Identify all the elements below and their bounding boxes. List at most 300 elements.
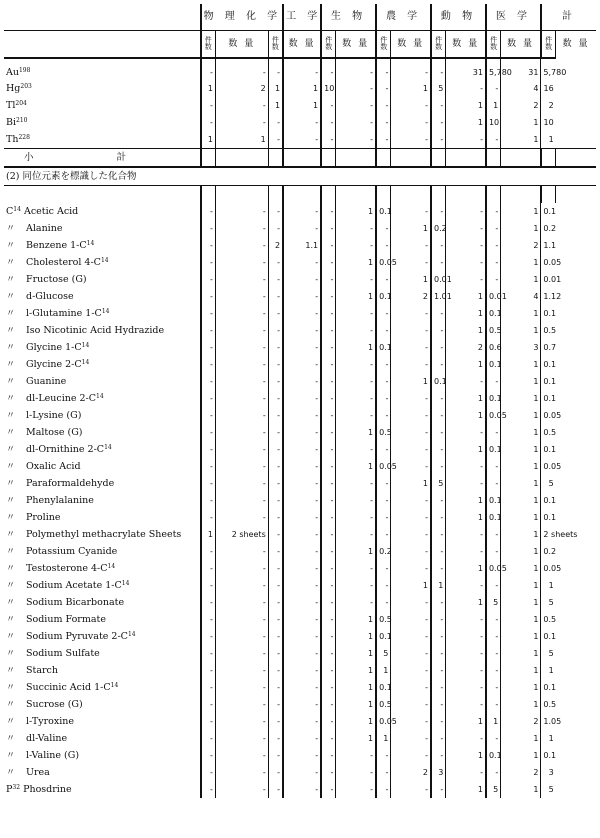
value-cell: -	[336, 80, 376, 97]
value-cell: 1	[201, 80, 216, 97]
subtotal-cell	[501, 149, 541, 168]
value-cell: -	[201, 696, 216, 713]
value-cell: 1	[501, 114, 541, 131]
value-cell: -	[283, 662, 321, 679]
value-cell: -	[336, 764, 376, 781]
value-cell: -	[321, 764, 336, 781]
value-cell: -	[336, 781, 376, 798]
value-cell: -	[431, 322, 446, 339]
subtotal-section	[4, 149, 596, 204]
value-cell: 1	[391, 80, 431, 97]
isotope-row	[4, 58, 596, 80]
value-cell: -	[376, 390, 391, 407]
value-cell: 5	[431, 80, 446, 97]
value-cell: 5	[376, 645, 391, 662]
spacer-cell	[201, 186, 216, 204]
subheader-amount: 数 量	[501, 31, 541, 59]
compound-name	[4, 424, 201, 441]
value-cell: -	[431, 543, 446, 560]
header-total: 計	[541, 4, 596, 31]
value-cell: -	[431, 458, 446, 475]
value-cell: -	[215, 220, 268, 237]
compound-label: Polymethyl methacrylate Sheets	[26, 528, 182, 540]
compound-name	[4, 543, 201, 560]
value-cell: -	[391, 254, 431, 271]
value-cell: -	[268, 543, 283, 560]
value-cell: 5	[541, 781, 556, 798]
value-cell: 1	[501, 645, 541, 662]
subheader-amount: 数 量	[391, 31, 431, 59]
value-cell: -	[391, 594, 431, 611]
value-cell: 10	[541, 114, 556, 131]
value-cell: -	[283, 254, 321, 271]
value-cell: -	[336, 441, 376, 458]
value-cell: 0.01	[431, 271, 446, 288]
value-cell: -	[321, 373, 336, 390]
value-cell: -	[486, 662, 501, 679]
value-cell: -	[391, 526, 431, 543]
value-cell: -	[431, 424, 446, 441]
value-cell: 1	[336, 424, 376, 441]
compound-row	[4, 611, 596, 628]
value-cell: 0.05	[376, 713, 391, 730]
value-cell: -	[201, 203, 216, 220]
value-cell: -	[446, 80, 486, 97]
value-cell: -	[391, 730, 431, 747]
value-cell: -	[201, 339, 216, 356]
value-cell: 1	[391, 475, 431, 492]
value-cell: -	[268, 58, 283, 80]
compound-label: l-Lysine (G)	[26, 409, 82, 421]
compound-label: Sodium Sulfate	[26, 647, 100, 659]
isotope-name	[4, 114, 201, 131]
corner-cell	[4, 4, 201, 31]
value-cell: 1	[446, 492, 486, 509]
value-cell: -	[215, 713, 268, 730]
subheader-amount: 数 量	[283, 31, 321, 59]
compound-row	[4, 679, 596, 696]
compound-row	[4, 339, 596, 356]
value-cell: -	[391, 645, 431, 662]
value-cell: 1	[486, 97, 501, 114]
value-cell: -	[201, 97, 216, 114]
value-cell: -	[391, 713, 431, 730]
value-cell: 1	[201, 131, 216, 149]
compound-label: Guanine	[26, 375, 67, 387]
value-cell: -	[391, 611, 431, 628]
value-cell: -	[486, 131, 501, 149]
value-cell: -	[268, 577, 283, 594]
value-cell: -	[201, 322, 216, 339]
value-cell: -	[486, 271, 501, 288]
value-cell: -	[446, 271, 486, 288]
value-cell: -	[376, 764, 391, 781]
spacer-row	[4, 186, 596, 204]
compound-row	[4, 696, 596, 713]
value-cell: -	[283, 407, 321, 424]
value-cell: -	[201, 441, 216, 458]
value-cell: -	[376, 373, 391, 390]
value-cell: 0.01	[541, 271, 556, 288]
value-cell: -	[376, 492, 391, 509]
subheader-count: 件数	[541, 31, 556, 59]
value-cell: 2	[501, 97, 541, 114]
value-cell: -	[215, 373, 268, 390]
compound-row	[4, 713, 596, 730]
ditto-mark: 〃	[6, 648, 16, 659]
value-cell: -	[446, 628, 486, 645]
compound-row	[4, 356, 596, 373]
value-cell: 1	[501, 131, 541, 149]
compound-label: Potassium Cyanide	[26, 545, 118, 557]
value-cell: -	[215, 58, 268, 80]
value-cell: -	[391, 407, 431, 424]
value-cell: -	[268, 458, 283, 475]
compound-name	[4, 713, 201, 730]
compound-name	[4, 356, 201, 373]
value-cell: -	[268, 747, 283, 764]
compound-row	[4, 764, 596, 781]
value-cell: -	[268, 424, 283, 441]
value-cell: 2	[501, 237, 541, 254]
value-cell: -	[486, 730, 501, 747]
element-prefix: C	[6, 205, 14, 217]
value-cell: 1	[446, 305, 486, 322]
value-cell: -	[376, 475, 391, 492]
compound-name	[4, 645, 201, 662]
header-row-departments	[4, 4, 596, 31]
value-cell: 1	[431, 577, 446, 594]
header-physical-chemistry: 物 理 化 学	[201, 4, 283, 31]
value-cell: 1	[501, 662, 541, 679]
value-cell: 2	[501, 764, 541, 781]
compound-label: Cholesterol 4-C	[26, 256, 101, 268]
value-cell: -	[391, 492, 431, 509]
value-cell: -	[283, 203, 321, 220]
subheader-amount: 数 量	[336, 31, 376, 59]
value-cell: 1	[268, 97, 283, 114]
ditto-mark: 〃	[6, 563, 16, 574]
value-cell: 1	[501, 254, 541, 271]
value-cell: -	[431, 254, 446, 271]
compound-row	[4, 577, 596, 594]
value-cell: 31	[446, 58, 486, 80]
subtotal-cell	[376, 149, 391, 168]
value-cell: -	[376, 441, 391, 458]
value-cell: -	[201, 271, 216, 288]
value-cell: -	[431, 58, 446, 80]
spacer-cell	[4, 186, 201, 204]
value-cell: 5	[541, 475, 556, 492]
value-cell: -	[376, 58, 391, 80]
mass-number: 14	[86, 239, 95, 247]
value-cell: -	[268, 288, 283, 305]
compound-label: l-Glutamine 1-C	[26, 307, 102, 319]
value-cell: -	[376, 131, 391, 149]
value-cell: -	[201, 288, 216, 305]
value-cell: 1	[391, 220, 431, 237]
value-cell: 1	[336, 696, 376, 713]
mass-number: 14	[81, 341, 90, 349]
compound-label: Oxalic Acid	[26, 460, 81, 472]
value-cell: 1	[501, 492, 541, 509]
value-cell: 1	[376, 730, 391, 747]
value-cell: -	[201, 114, 216, 131]
compound-name	[4, 407, 201, 424]
value-cell: 3	[541, 764, 556, 781]
value-cell: 10	[486, 114, 501, 131]
element-prefix-mass: 32	[12, 783, 21, 791]
header-medicine: 医 学	[486, 4, 541, 31]
value-cell: -	[321, 356, 336, 373]
value-cell: -	[268, 560, 283, 577]
value-cell: -	[201, 713, 216, 730]
value-cell: -	[321, 747, 336, 764]
compound-label: Benzene 1-C	[26, 239, 87, 251]
mass-number: 228	[18, 133, 30, 141]
compound-name	[4, 492, 201, 509]
value-cell: -	[215, 594, 268, 611]
value-cell: 1	[501, 577, 541, 594]
isotope-symbol: Au	[6, 66, 19, 78]
value-cell: -	[268, 356, 283, 373]
value-cell: -	[431, 662, 446, 679]
value-cell: -	[376, 781, 391, 798]
compound-row	[4, 305, 596, 322]
value-cell: 1	[501, 424, 541, 441]
spacer-cell	[215, 186, 268, 204]
value-cell: 0.1	[431, 373, 446, 390]
compound-row	[4, 781, 596, 798]
value-cell: -	[336, 509, 376, 526]
value-cell: 1	[501, 356, 541, 373]
compound-name	[4, 526, 201, 543]
value-cell: -	[391, 441, 431, 458]
value-cell: -	[283, 220, 321, 237]
value-cell: -	[268, 526, 283, 543]
value-cell: -	[431, 594, 446, 611]
compound-rows	[4, 203, 596, 798]
subtotal-cell	[336, 149, 376, 168]
value-cell: -	[321, 97, 336, 114]
value-cell: 2	[215, 80, 268, 97]
value-cell: 1	[501, 407, 541, 424]
value-cell: -	[486, 645, 501, 662]
value-cell: -	[376, 747, 391, 764]
compound-name	[4, 203, 201, 220]
value-cell: 1	[336, 288, 376, 305]
value-cell: 1	[376, 662, 391, 679]
value-cell: 1.05	[541, 713, 556, 730]
value-cell: 1	[336, 339, 376, 356]
value-cell: -	[321, 237, 336, 254]
value-cell: -	[376, 114, 391, 131]
spacer-cell	[541, 186, 556, 204]
value-cell: 0.2	[541, 220, 556, 237]
value-cell: -	[431, 390, 446, 407]
value-cell: 5,780	[486, 58, 501, 80]
mass-number: 14	[100, 256, 109, 264]
value-cell: -	[391, 114, 431, 131]
value-cell: -	[283, 475, 321, 492]
ditto-mark: 〃	[6, 478, 16, 489]
value-cell: -	[391, 58, 431, 80]
compound-name	[4, 237, 201, 254]
compound-row	[4, 237, 596, 254]
value-cell: 1	[446, 114, 486, 131]
value-cell: -	[486, 220, 501, 237]
value-cell: -	[431, 131, 446, 149]
value-cell: -	[215, 424, 268, 441]
value-cell: 1	[336, 203, 376, 220]
compound-label: l-Valine (G)	[26, 749, 80, 761]
value-cell: -	[283, 114, 321, 131]
value-cell: 1	[501, 203, 541, 220]
value-cell: -	[268, 407, 283, 424]
ditto-mark: 〃	[6, 699, 16, 710]
compound-label: Phosdrine	[23, 783, 72, 795]
value-cell: -	[321, 628, 336, 645]
value-cell: -	[486, 475, 501, 492]
value-cell: -	[215, 560, 268, 577]
value-cell: -	[268, 131, 283, 149]
compound-name	[4, 696, 201, 713]
spacer-cell	[321, 186, 336, 204]
compound-row	[4, 322, 596, 339]
value-cell: -	[268, 730, 283, 747]
value-cell: -	[431, 730, 446, 747]
value-cell: -	[376, 237, 391, 254]
mass-number: 204	[15, 99, 27, 107]
spacer-cell	[556, 186, 596, 204]
value-cell: -	[215, 764, 268, 781]
compound-label: Sucrose (G)	[26, 698, 83, 710]
isotope-name	[4, 58, 201, 80]
value-cell: -	[431, 305, 446, 322]
value-cell: 2	[541, 97, 556, 114]
ditto-mark: 〃	[6, 614, 16, 625]
value-cell: 1	[336, 458, 376, 475]
value-cell: -	[336, 97, 376, 114]
isotope-row	[4, 114, 596, 131]
value-cell: 0.6	[486, 339, 501, 356]
value-cell: -	[215, 271, 268, 288]
compound-row	[4, 560, 596, 577]
value-cell: -	[376, 356, 391, 373]
value-cell: -	[215, 645, 268, 662]
value-cell: -	[431, 114, 446, 131]
value-cell: 0.2	[541, 543, 556, 560]
value-cell: 0.7	[541, 339, 556, 356]
value-cell: 1	[446, 560, 486, 577]
value-cell: 1	[501, 679, 541, 696]
subtotal-cell	[541, 149, 556, 168]
value-cell: -	[486, 526, 501, 543]
value-cell: 0.1	[541, 373, 556, 390]
value-cell: -	[321, 203, 336, 220]
compound-label: l-Tyroxine	[26, 715, 75, 727]
ditto-mark: 〃	[6, 716, 16, 727]
ditto-mark: 〃	[6, 274, 16, 285]
compound-label: Sodium Formate	[26, 613, 106, 625]
value-cell: -	[431, 356, 446, 373]
value-cell: 1	[446, 356, 486, 373]
value-cell: 1	[446, 390, 486, 407]
value-cell: 0.5	[376, 696, 391, 713]
compound-label: Iso Nicotinic Acid Hydrazide	[26, 324, 165, 336]
ditto-mark: 〃	[6, 342, 16, 353]
value-cell: 1	[501, 322, 541, 339]
value-cell: -	[486, 373, 501, 390]
value-cell: 1	[501, 526, 541, 543]
value-cell: -	[336, 526, 376, 543]
value-cell: 0.1	[541, 305, 556, 322]
value-cell: 1.1	[283, 237, 321, 254]
value-cell: -	[201, 237, 216, 254]
value-cell: 1	[501, 441, 541, 458]
value-cell: -	[321, 305, 336, 322]
value-cell: -	[201, 594, 216, 611]
spacer-cell	[391, 186, 431, 204]
value-cell: -	[268, 114, 283, 131]
compound-row	[4, 271, 596, 288]
value-cell: 10	[321, 80, 336, 97]
value-cell: 0.5	[541, 696, 556, 713]
compound-label: Sodium Pyruvate 2-C	[26, 630, 128, 642]
value-cell: 1	[501, 509, 541, 526]
compound-row	[4, 373, 596, 390]
value-cell: -	[215, 305, 268, 322]
value-cell: -	[431, 713, 446, 730]
value-cell: -	[215, 662, 268, 679]
corner-cell-2	[4, 31, 201, 59]
value-cell: -	[283, 58, 321, 80]
header-biology: 生 物	[321, 4, 376, 31]
value-cell: -	[431, 560, 446, 577]
value-cell: -	[376, 526, 391, 543]
ditto-mark: 〃	[6, 393, 16, 404]
value-cell: -	[268, 305, 283, 322]
value-cell: -	[268, 492, 283, 509]
value-cell: 1	[501, 781, 541, 798]
isotope-name	[4, 97, 201, 114]
value-cell: 1	[446, 288, 486, 305]
value-cell: -	[283, 594, 321, 611]
value-cell: 0.05	[541, 458, 556, 475]
value-cell: 0.1	[376, 203, 391, 220]
value-cell: -	[321, 254, 336, 271]
value-cell: -	[446, 577, 486, 594]
section-heading-row	[4, 167, 596, 186]
value-cell: -	[486, 679, 501, 696]
value-cell: -	[336, 594, 376, 611]
mass-number: 14	[127, 630, 136, 638]
value-cell: -	[268, 662, 283, 679]
value-cell: -	[268, 679, 283, 696]
ditto-mark: 〃	[6, 427, 16, 438]
value-cell: -	[446, 764, 486, 781]
mass-number: 14	[107, 562, 116, 570]
value-cell: -	[336, 114, 376, 131]
value-cell: -	[201, 424, 216, 441]
compound-name	[4, 594, 201, 611]
isotope-symbol: Hg	[6, 82, 21, 94]
value-cell: -	[201, 305, 216, 322]
subtotal-cell	[486, 149, 501, 168]
value-cell: 1	[446, 594, 486, 611]
subheader-count: 件数	[201, 31, 216, 59]
value-cell: -	[201, 509, 216, 526]
